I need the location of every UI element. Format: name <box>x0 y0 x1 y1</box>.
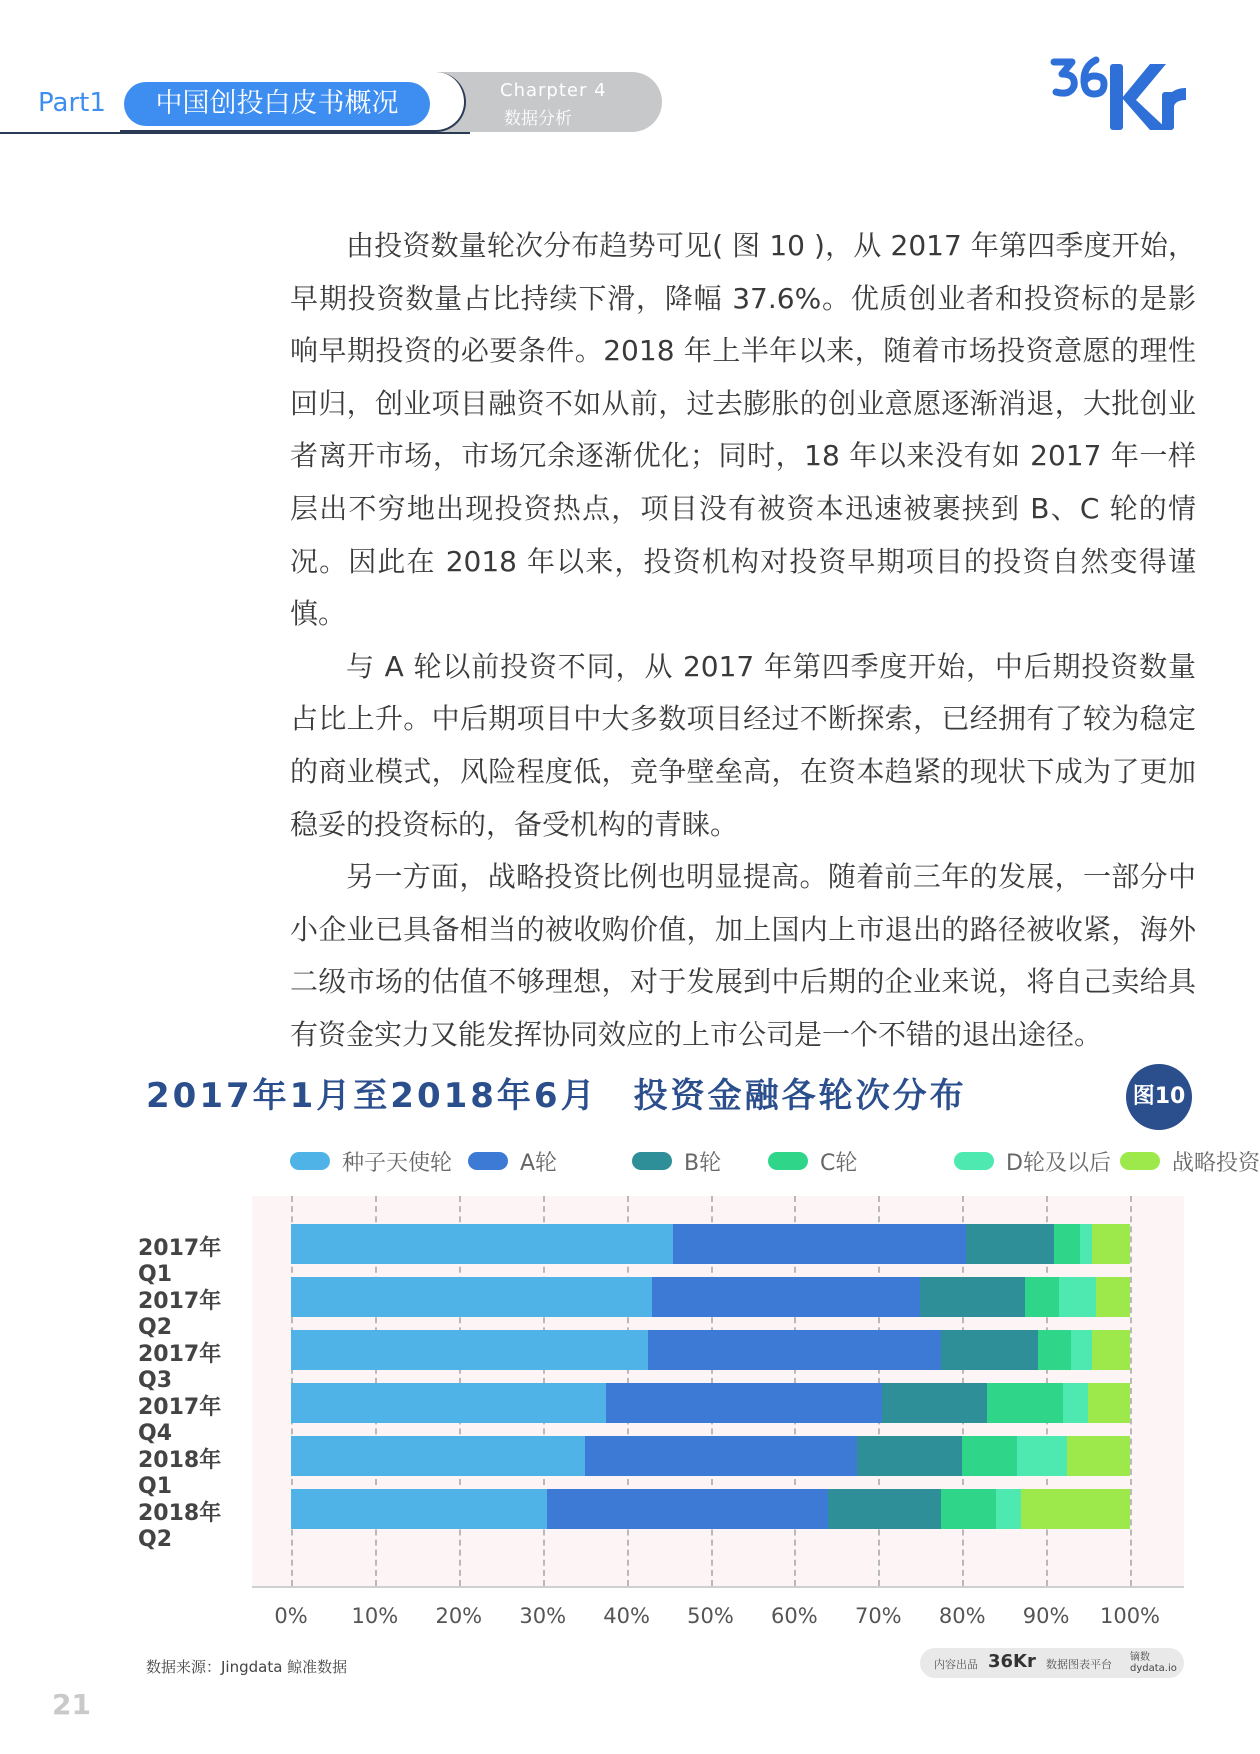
legend-label: 战略投资 <box>1172 1151 1260 1176</box>
badge-dydata <box>1130 1652 1177 1674</box>
bar-segment <box>828 1489 942 1529</box>
bar-segment <box>1063 1383 1089 1423</box>
chart-title-subject: 投资金融各轮次分布 <box>633 1076 967 1116</box>
x-tick-label: 10% <box>351 1604 399 1628</box>
paragraph-1: 由投资数量轮次分布趋势可见( 图 10 )，从 2017 年第四季度开始，早期投资数量占比持续下滑，降幅 37.6%。优质创业者和投资标的是影响早期投资的必要条件。2018 年上半年以来，随着市场投资意愿的理性回归，创业项目融资不如从前，过去膨胀的创业意愿逐渐消退，大批创业者离开市场，市场冗余逐渐优化；同时，18 年以来没有如 2017 年一样层出不穷地出现投资热点，项目没有被资本迅速被裹挟到 B、C 轮的情况。因此在 2018 年以来，投资机构对投资早期项目的投资自然变得谨慎。 <box>290 229 1196 631</box>
bar-segment <box>1071 1330 1092 1370</box>
chart-title <box>146 1068 967 1117</box>
bar-segment <box>291 1224 673 1264</box>
legend-swatch <box>768 1152 808 1170</box>
bar-segment <box>987 1383 1063 1423</box>
bar-segment <box>882 1383 987 1423</box>
chart-title-period: 2017年1月至2018年6月 <box>146 1076 598 1116</box>
bar-segment <box>1021 1489 1131 1529</box>
publisher-badge <box>920 1648 1184 1678</box>
bar-segment <box>291 1436 585 1476</box>
36kr-logo <box>1050 52 1190 132</box>
bar-segment <box>966 1224 1055 1264</box>
bar-segment <box>673 1224 967 1264</box>
bar-segment <box>1017 1436 1068 1476</box>
bar-segment <box>547 1489 829 1529</box>
paragraph-2: 与 A 轮以前投资不同，从 2017 年第四季度开始，中后期投资数量占比上升。中后期项目中大多数项目经过不断探索，已经拥有了较为稳定的商业模式，风险程度低，竞争壁垒高，在资本趋紧的现状下成为了更加稳妥的投资标的，备受机构的青睐。 <box>290 649 1196 841</box>
x-tick-label: 30% <box>519 1604 567 1628</box>
paragraph-3: 另一方面，战略投资比例也明显提高。随着前三年的发展，一部分中小企业已具备相当的被收购价值，加上国内上市退出的路径被收紧，海外二级市场的估值不够理想，对于发展到中后期的企业来说，将自己卖给具有资金实力又能发挥协同效应的上市公司是一个不错的退出途径。 <box>290 860 1196 1051</box>
bar-segment <box>652 1277 921 1317</box>
bar-segment <box>648 1330 942 1370</box>
x-tick-label: 60% <box>771 1604 818 1628</box>
figure-badge: 图10 <box>1126 1064 1192 1130</box>
bar-segment <box>606 1383 883 1423</box>
bar-segment <box>1080 1224 1093 1264</box>
x-tick-label: 50% <box>687 1604 734 1628</box>
bar-segment <box>941 1489 996 1529</box>
legend-swatch <box>632 1152 672 1170</box>
header-divider <box>0 132 470 134</box>
x-tick-label: 40% <box>603 1604 650 1628</box>
bar-segment <box>291 1383 606 1423</box>
bar-row <box>291 1277 1130 1317</box>
x-tick-label: 70% <box>854 1604 902 1628</box>
legend-label: C轮 <box>820 1151 858 1176</box>
x-tick-label: 80% <box>938 1604 986 1628</box>
page-number: 21 <box>52 1688 91 1721</box>
x-tick-label: 20% <box>435 1604 483 1628</box>
bar-segment <box>1059 1277 1097 1317</box>
bar-segment <box>1054 1224 1080 1264</box>
bar-segment <box>962 1436 1017 1476</box>
y-tick-label: 2018年Q1 <box>138 1448 222 1499</box>
badge-dydata-url: dydata.io <box>1130 1663 1177 1674</box>
legend-label: B轮 <box>684 1151 722 1176</box>
bar-row <box>291 1224 1130 1264</box>
bar-segment <box>1025 1277 1059 1317</box>
section-title: 中国创投白皮书概况 <box>124 82 430 126</box>
legend-swatch <box>1120 1152 1160 1170</box>
chart-legend <box>290 1144 1260 1178</box>
bar-segment <box>291 1277 652 1317</box>
bar-row <box>291 1330 1130 1370</box>
legend-label: A轮 <box>520 1151 558 1176</box>
part-label: Part1 <box>38 88 106 118</box>
bar-row <box>291 1436 1130 1476</box>
x-tick-label: 0% <box>274 1604 308 1628</box>
legend-swatch <box>468 1152 508 1170</box>
badge-producer-label: 内容出品 <box>934 1658 978 1671</box>
y-tick-label: 2017年Q3 <box>138 1342 222 1393</box>
legend-label: 种子天使轮 <box>342 1151 453 1176</box>
badge-dydata-cn: 镝数 <box>1130 1652 1150 1663</box>
bar-segment <box>1092 1224 1130 1264</box>
data-source: 数据来源：Jingdata 鲸准数据 <box>146 1658 348 1676</box>
legend-swatch <box>954 1152 994 1170</box>
badge-36kr-logo: 36Kr <box>988 1651 1036 1672</box>
x-axis-line <box>252 1586 1184 1588</box>
bar-segment <box>1096 1277 1130 1317</box>
badge-platform-label: 数据图表平台 <box>1046 1658 1112 1671</box>
y-tick-label: 2017年Q2 <box>138 1289 222 1340</box>
bar-segment <box>996 1489 1022 1529</box>
y-tick-label: 2017年Q1 <box>138 1236 222 1287</box>
page-header <box>0 0 1240 140</box>
legend-label: D轮及以后 <box>1006 1151 1111 1176</box>
body-text <box>290 220 1196 1062</box>
bar-row <box>291 1489 1130 1529</box>
chart-plot-area <box>252 1196 1184 1596</box>
bar-segment <box>1038 1330 1072 1370</box>
bar-segment <box>291 1489 547 1529</box>
bar-row <box>291 1383 1130 1423</box>
bar-segment <box>1092 1330 1130 1370</box>
bar-segment <box>920 1277 1025 1317</box>
bar-segment <box>1088 1383 1130 1423</box>
x-tick-label: 100% <box>1099 1604 1161 1628</box>
bar-segment <box>941 1330 1038 1370</box>
bar-segment <box>585 1436 858 1476</box>
bar-segment <box>1067 1436 1130 1476</box>
legend-swatch <box>290 1152 330 1170</box>
x-tick-label: 90% <box>1022 1604 1070 1628</box>
chapter-subtitle: 数据分析 <box>504 109 572 129</box>
bar-segment <box>857 1436 962 1476</box>
chapter-label: Charpter 4 <box>500 80 607 101</box>
y-tick-label: 2017年Q4 <box>138 1395 222 1446</box>
bar-segment <box>291 1330 648 1370</box>
y-tick-label: 2018年Q2 <box>138 1501 222 1552</box>
